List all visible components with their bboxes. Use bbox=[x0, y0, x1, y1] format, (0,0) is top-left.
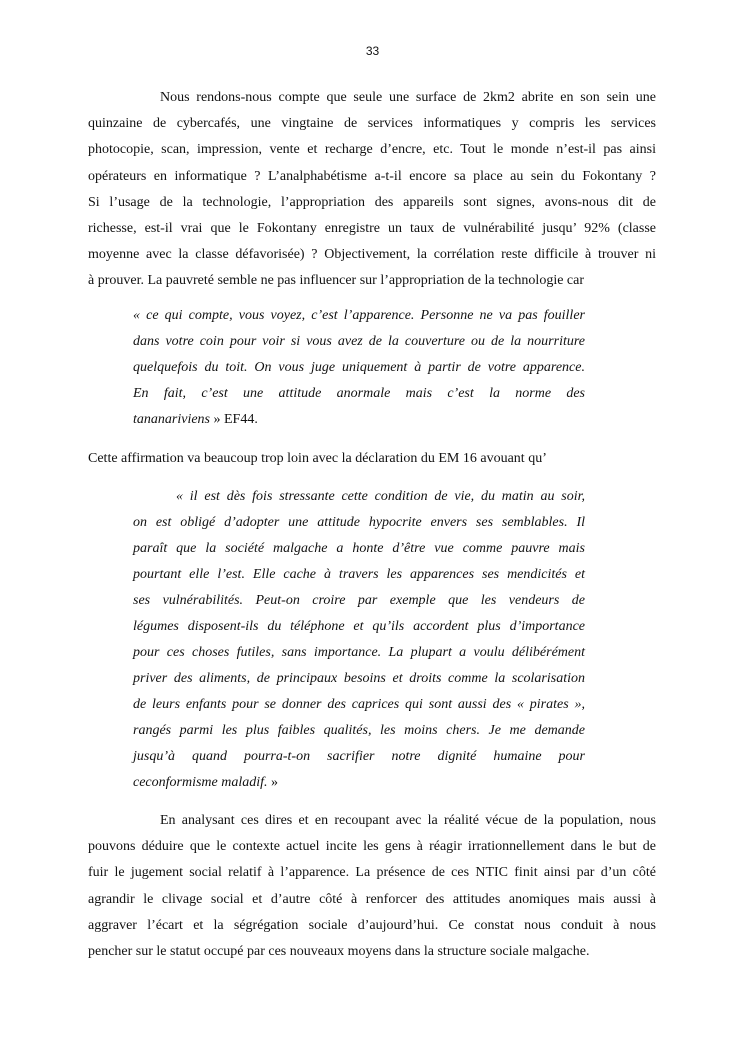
paragraph-1 bbox=[88, 85, 656, 295]
quote-2-line: « il est dès fois stressante cette condition de vie, du matin au soir, bbox=[176, 489, 585, 504]
quote-1-source: » EF44. bbox=[210, 412, 258, 427]
quote-2-line: pourtant elle l’est. Elle cache à travers les apparences ses mendicités et bbox=[133, 567, 585, 582]
page-number: 33 bbox=[365, 44, 380, 58]
quote-1-line bbox=[133, 407, 585, 433]
paragraph-2-line: aggraver l’écart et la ségrégation sociale d’aujourd’hui. Ce constat nous conduit à nous bbox=[88, 917, 656, 933]
paragraph-2-line: En analysant ces dires et en recoupant avec la réalité vécue de la population, nous bbox=[160, 813, 656, 828]
paragraph-2-line: agrandir le clivage social et d’autre côté à renforcer des attitudes anomiques mais aussi à bbox=[88, 891, 656, 907]
quote-1-line: dans votre coin pour voir si vous avez de la couverture ou de la nourriture bbox=[133, 334, 585, 349]
paragraph-1-line: opérateurs en informatique ? L’analphabétisme a-t-il encore sa place au sein du Fokontany ? bbox=[88, 168, 656, 184]
quote-2-line bbox=[133, 770, 585, 796]
paragraph-1-line: photocopie, scan, impression, vente et recharge d’encre, etc. Tout le monde n’est-il pas ainsi bbox=[88, 142, 656, 158]
quote-1-last-italic: tananariviens bbox=[133, 412, 210, 427]
quote-2-line: légumes disposent-ils du téléphone et qu’ils accordent plus d’importance bbox=[133, 619, 585, 634]
quote-1-line: En fait, c’est une attitude anormale mais c’est la norme des bbox=[133, 386, 585, 401]
quote-2-line: jusqu’à quand pourra-t-on sacrifier notre dignité humaine pour bbox=[133, 749, 585, 764]
paragraph-1-line: richesse, est-il vrai que le Fokontany enregistre un taux de vulnérabilité jusqu’ 92% (classe bbox=[88, 221, 656, 237]
transition-sentence bbox=[88, 446, 656, 472]
quote-2-close: » bbox=[267, 775, 279, 790]
quote-2-line: pour ces choses futiles, sans importance. La plupart a voulu délibérément bbox=[133, 645, 585, 660]
quote-2-line: on est obligé d’adopter une attitude hypocrite envers ses semblables. Il bbox=[133, 515, 585, 530]
quote-2 bbox=[133, 484, 585, 796]
paragraph-1-line: moyenne avec la classe défavorisée) ? Objectivement, la corrélation reste difficile à trouver ni bbox=[88, 247, 656, 263]
transition-line: Cette affirmation va beaucoup trop loin avec la déclaration du EM 16 avouant qu’ bbox=[88, 451, 547, 466]
paragraph-2-line: pencher sur le statut occupé par ces nouveaux moyens dans la structure sociale malgache. bbox=[88, 944, 590, 960]
quote-1-line: « ce qui compte, vous voyez, c’est l’apparence. Personne ne va pas fouiller bbox=[133, 308, 585, 323]
quote-2-line: paraît que la société malgache a honte d’être vue comme pauvre mais bbox=[133, 541, 585, 556]
quote-2-last-italic: ceconformisme maladif. bbox=[133, 775, 268, 790]
quote-2-line: ses vulnérabilités. Peut-on croire par exemple que les vendeurs de bbox=[133, 593, 585, 608]
quote-1 bbox=[133, 303, 585, 433]
paragraph-1-line: Si l’usage de la technologie, l’appropriation des appareils sont signes, avons-nous dit de bbox=[88, 194, 656, 210]
quote-2-line: rangés parmi les plus faibles qualités, les moins chers. Je me demande bbox=[133, 723, 585, 738]
quote-1-line: quelquefois du toit. On vous juge uniquement à partir de votre apparence. bbox=[133, 360, 585, 375]
quote-2-line: priver des aliments, de principaux besoins et droits comme la scolarisation bbox=[133, 671, 585, 686]
paragraph-1-line: quinzaine de cybercafés, une vingtaine de services informatiques y compris les services bbox=[88, 116, 656, 132]
paragraph-2-line: pouvons déduire que le contexte actuel incite les gens à réagir irrationnellement dans le but de bbox=[88, 839, 656, 855]
paragraph-1-line: Nous rendons-nous compte que seule une surface de 2km2 abrite en son sein une bbox=[160, 90, 656, 105]
quote-2-line: de leurs enfants pour se donner des caprices qui sont aussi des « pirates », bbox=[133, 697, 585, 712]
paragraph-1-line: à prouver. La pauvreté semble ne pas influencer sur l’appropriation de la technologie car bbox=[88, 273, 585, 289]
paragraph-2-line: fuir le jugement social relatif à l’apparence. La présence de ces NTIC finit ainsi par d’un côté bbox=[88, 865, 656, 881]
paragraph-2 bbox=[88, 808, 656, 965]
